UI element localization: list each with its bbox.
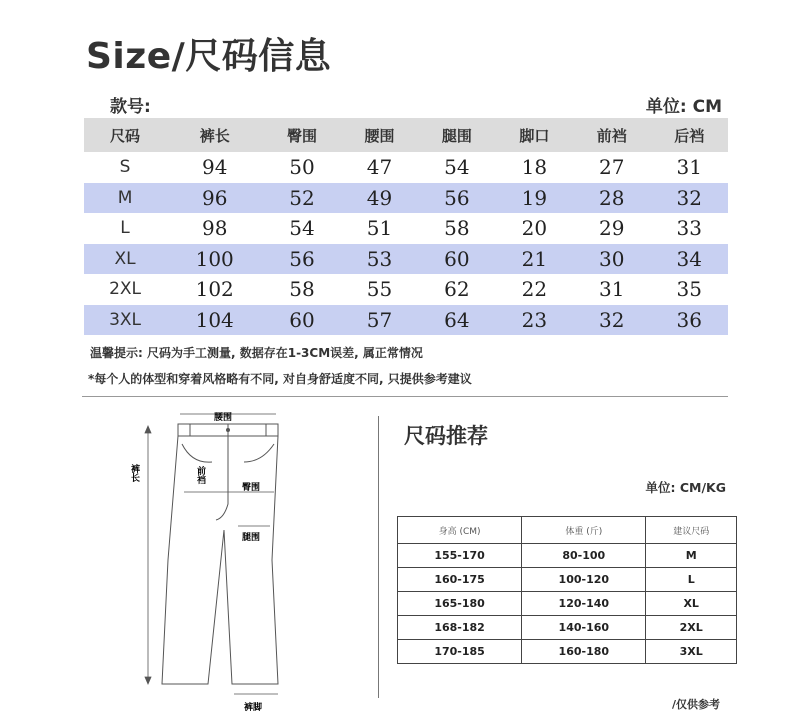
model-label: 款号: [110, 97, 151, 117]
measure-cell: 18 [521, 155, 548, 180]
size-cell: M [84, 183, 166, 214]
header-hip: 臀围 [263, 118, 340, 152]
measure-cell: 36 [650, 305, 728, 336]
recommend-cell: 2XL [646, 616, 737, 640]
measure-cell: 52 [263, 183, 340, 214]
measure-cell: 30 [573, 244, 650, 275]
measure-cell: 32 [573, 305, 650, 336]
recommend-unit: 单位: CM/KG [645, 480, 726, 495]
label-front-rise: 前裆 [195, 466, 205, 484]
measure-cell: 27 [599, 155, 625, 180]
measure-cell: 21 [496, 244, 573, 275]
recommend-cell: 140-160 [522, 616, 646, 640]
header-thigh: 腿围 [418, 118, 495, 152]
header-height: 身高 (CM) [398, 517, 522, 544]
recommend-cell: 165-180 [398, 592, 522, 616]
measure-cell: 58 [289, 277, 315, 302]
recommend-footer: /仅供参考 [672, 698, 721, 711]
table-row [398, 544, 737, 568]
measure-cell: 20 [521, 216, 548, 241]
unit-label: 单位: CM [645, 97, 722, 117]
header-suggested-size: 建议尺码 [646, 517, 737, 544]
header-weight: 体重 (斤) [522, 517, 646, 544]
note-measurement: 温馨提示: 尺码为手工测量, 数据存在1-3CM误差, 属正常情况 [90, 346, 423, 360]
button-icon [226, 428, 230, 432]
measure-cell: 60 [418, 244, 495, 275]
measure-cell: 31 [676, 155, 702, 180]
table-row [84, 244, 728, 275]
measure-cell: 98 [201, 216, 228, 241]
recommend-table [397, 516, 737, 664]
recommend-cell: 120-140 [522, 592, 646, 616]
recommend-cell: 100-120 [522, 568, 646, 592]
page-title: Size/尺码信息 [86, 36, 332, 77]
header-length: 裤长 [166, 118, 263, 152]
recommend-cell: XL [646, 592, 737, 616]
table-row [84, 274, 728, 305]
recommend-cell: 170-185 [398, 640, 522, 664]
table-row [84, 152, 728, 183]
size-cell: S [119, 157, 131, 178]
size-cell: L [120, 218, 130, 239]
measure-cell: 54 [444, 155, 470, 180]
size-cell: 2XL [109, 279, 142, 300]
header-front-rise: 前裆 [573, 118, 650, 152]
measure-cell: 49 [341, 183, 418, 214]
size-table-header [84, 118, 728, 152]
recommend-cell: M [646, 544, 737, 568]
measure-cell: 100 [166, 244, 263, 275]
measure-cell: 23 [496, 305, 573, 336]
measure-cell: 33 [676, 216, 702, 241]
recommend-cell: 160-175 [398, 568, 522, 592]
table-row [84, 183, 728, 214]
table-row [398, 616, 737, 640]
table-row [398, 640, 737, 664]
measure-cell: 28 [573, 183, 650, 214]
measure-cell: 94 [201, 155, 228, 180]
measure-cell: 58 [444, 216, 470, 241]
measure-cell: 96 [166, 183, 263, 214]
measure-cell: 54 [289, 216, 315, 241]
measure-cell: 32 [650, 183, 728, 214]
size-cell: XL [84, 244, 166, 275]
measure-cell: 60 [263, 305, 340, 336]
header-back-rise: 后裆 [650, 118, 728, 152]
measure-cell: 31 [599, 277, 625, 302]
pants-diagram [120, 400, 290, 716]
measure-cell: 47 [366, 155, 393, 180]
divider-vertical [378, 416, 379, 698]
measure-cell: 62 [444, 277, 470, 302]
label-thigh: 腿围 [242, 533, 261, 543]
measure-cell: 22 [521, 277, 548, 302]
recommend-title: 尺码推荐 [404, 424, 488, 448]
measure-cell: 55 [366, 277, 393, 302]
recommend-cell: 3XL [646, 640, 737, 664]
label-length: 裤长 [129, 464, 139, 482]
header-size: 尺码 [84, 118, 166, 152]
measure-cell: 53 [341, 244, 418, 275]
table-row [398, 568, 737, 592]
measure-cell: 57 [341, 305, 418, 336]
measure-cell: 104 [166, 305, 263, 336]
measure-cell: 34 [650, 244, 728, 275]
measure-cell: 19 [496, 183, 573, 214]
label-hem: 裤脚 [244, 703, 263, 713]
measure-cell: 56 [263, 244, 340, 275]
measure-cell: 64 [418, 305, 495, 336]
header-waist: 腰围 [341, 118, 418, 152]
measure-cell: 102 [195, 277, 234, 302]
pants-outline [162, 436, 278, 684]
size-cell: 3XL [84, 305, 166, 336]
recommend-cell: 80-100 [522, 544, 646, 568]
recommend-cell: 160-180 [522, 640, 646, 664]
measure-cell: 51 [366, 216, 393, 241]
table-row [84, 305, 728, 336]
note-reference: *每个人的体型和穿着风格略有不同, 对自身舒适度不同, 只提供参考建议 [88, 372, 472, 386]
measure-cell: 29 [599, 216, 625, 241]
table-row [398, 592, 737, 616]
measure-cell: 50 [289, 155, 315, 180]
recommend-cell: 168-182 [398, 616, 522, 640]
recommend-table-header [398, 517, 737, 544]
table-row [84, 213, 728, 244]
divider-horizontal [82, 396, 728, 397]
label-waist: 腰围 [214, 413, 233, 423]
header-hem: 脚口 [496, 118, 573, 152]
label-hip: 臀围 [242, 483, 261, 493]
recommend-cell: L [646, 568, 737, 592]
measure-cell: 56 [418, 183, 495, 214]
size-table [84, 118, 728, 335]
measure-cell: 35 [676, 277, 702, 302]
recommend-cell: 155-170 [398, 544, 522, 568]
